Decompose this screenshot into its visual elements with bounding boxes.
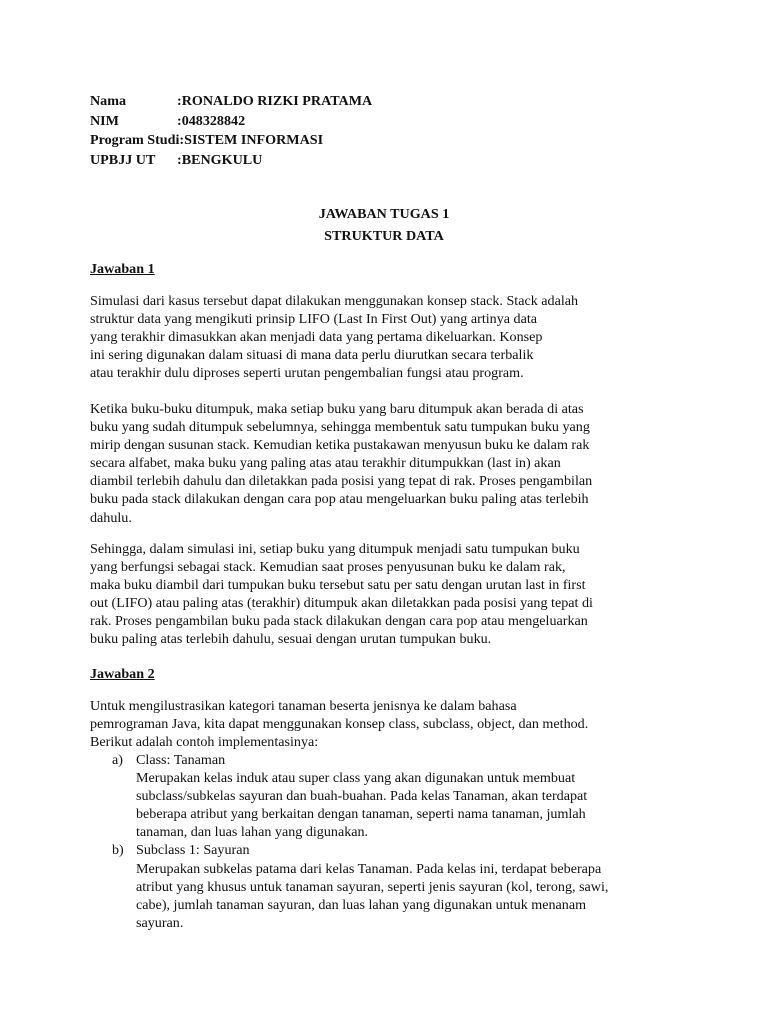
text-line: Merupakan kelas induk atau super class yang akan digunakan untuk membuat	[136, 770, 576, 787]
text-line: yang berfungsi sebagai stack. Kemudian saat proses penyusunan buku ke dalam rak,	[90, 559, 566, 576]
identity-value: :RONALDO RIZKI PRATAMA	[177, 93, 373, 109]
text-line: sayuran.	[136, 914, 184, 931]
identity-block	[90, 92, 372, 170]
list-item	[90, 841, 650, 931]
heading-jawaban-1: Jawaban 1	[90, 261, 155, 277]
text-line: atribut yang khusus untuk tanaman sayuran, seperti jenis sayuran (kol, terong, sawi,	[136, 878, 609, 895]
list-item-title: Class: Tanaman	[136, 752, 226, 768]
text-line: out (LIFO) atau paling atas (terakhir) ditumpuk akan diletakkan pada posisi yang tepat di	[90, 595, 593, 612]
paragraph	[90, 697, 610, 751]
paragraph	[90, 540, 610, 649]
list-marker: b)	[112, 842, 124, 859]
identity-row-nama	[90, 92, 372, 112]
paragraph	[90, 400, 610, 527]
document-title	[0, 203, 768, 247]
identity-row-program-studi	[90, 131, 372, 151]
text-line: cabe), jumlah tanaman sayuran, dan luas lahan yang digunakan untuk menanam	[136, 896, 587, 913]
text-line: diambil terlebih dahulu dan diletakkan pada posisi yang tepat di rak. Proses pengambilan	[90, 473, 593, 490]
text-line: Ketika buku-buku ditumpuk, maka setiap buku yang baru ditumpuk akan berada di atas	[90, 401, 584, 417]
title-line-1: JAWABAN TUGAS 1	[318, 206, 450, 222]
text-line: buku yang sudah ditumpuk sebelumnya, sehingga membentuk satu tumpukan buku yang	[90, 419, 590, 436]
text-line: mirip dengan susunan stack. Kemudian ketika pustakawan menyusun buku ke dalam rak	[90, 437, 590, 454]
text-line: subclass/subkelas sayuran dan buah-buahan. Pada kelas Tanaman, akan terdapat	[136, 788, 588, 805]
identity-value: :048328842	[177, 112, 246, 129]
list-item-title: Subclass 1: Sayuran	[136, 842, 250, 859]
text-line: Sehingga, dalam simulasi ini, setiap buku yang ditumpuk menjadi satu tumpukan buku	[90, 541, 580, 557]
identity-label: UPBJJ UT	[90, 151, 156, 168]
list-item	[90, 751, 650, 841]
text-line: Merupakan subkelas patama dari kelas Tanaman. Pada kelas ini, terdapat beberapa	[136, 860, 602, 877]
identity-label: NIM	[90, 112, 119, 129]
text-line: buku pada stack dilakukan dengan cara pop atau mengeluarkan buku paling atas terlebih	[90, 491, 589, 508]
text-line: buku paling atas terlebih dahulu, sesuai dengan urutan tumpukan buku.	[90, 631, 492, 648]
identity-row-upbjj	[90, 151, 372, 171]
ordered-list	[90, 751, 650, 932]
identity-value: :BENGKULU	[177, 151, 263, 168]
text-line: beberapa atribut yang berkaitan dengan tanaman, seperti nama tanaman, jumlah	[136, 806, 586, 823]
paragraph	[90, 292, 610, 382]
text-line: secara alfabet, maka buku yang paling atas atau terakhir ditumpukkan (last in) akan	[90, 455, 561, 472]
text-line: yang terakhir dimasukkan akan menjadi data yang pertama dikeluarkan. Konsep	[90, 329, 543, 346]
list-item-title-line	[90, 751, 650, 769]
identity-row-nim	[90, 112, 372, 132]
list-item-title-line	[90, 841, 650, 859]
text-line: pemrograman Java, kita dapat menggunakan konsep class, subclass, object, dan method.	[90, 716, 589, 733]
heading-jawaban-2: Jawaban 2	[90, 666, 155, 682]
identity-label: Nama	[90, 93, 127, 109]
text-line: maka buku diambil dari tumpukan buku tersebut satu per satu dengan urutan last in first	[90, 577, 586, 594]
title-line-2: STRUKTUR DATA	[324, 228, 444, 244]
text-line: struktur data yang mengikuti prinsip LIFO (Last In First Out) yang artinya data	[90, 311, 537, 328]
text-line: dahulu.	[90, 509, 132, 526]
text-line: Berikut adalah contoh implementasinya:	[90, 734, 319, 751]
text-line: ini sering digunakan dalam situasi di mana data perlu diurutkan secara terbalik	[90, 347, 534, 364]
text-line: Untuk mengilustrasikan kategori tanaman beserta jenisnya ke dalam bahasa	[90, 698, 517, 714]
text-line: tanaman, dan luas lahan yang digunakan.	[136, 824, 369, 841]
list-marker: a)	[112, 752, 123, 768]
text-line: Simulasi dari kasus tersebut dapat dilakukan menggunakan konsep stack. Stack adalah	[90, 293, 579, 309]
text-line: atau terakhir dulu diproses seperti urutan pengembalian fungsi atau program.	[90, 365, 524, 382]
identity-value: :SISTEM INFORMASI	[179, 132, 324, 148]
identity-label: Program Studi	[90, 132, 180, 148]
text-line: rak. Proses pengambilan buku pada stack dilakukan dengan cara pop atau mengeluarkan	[90, 613, 588, 630]
